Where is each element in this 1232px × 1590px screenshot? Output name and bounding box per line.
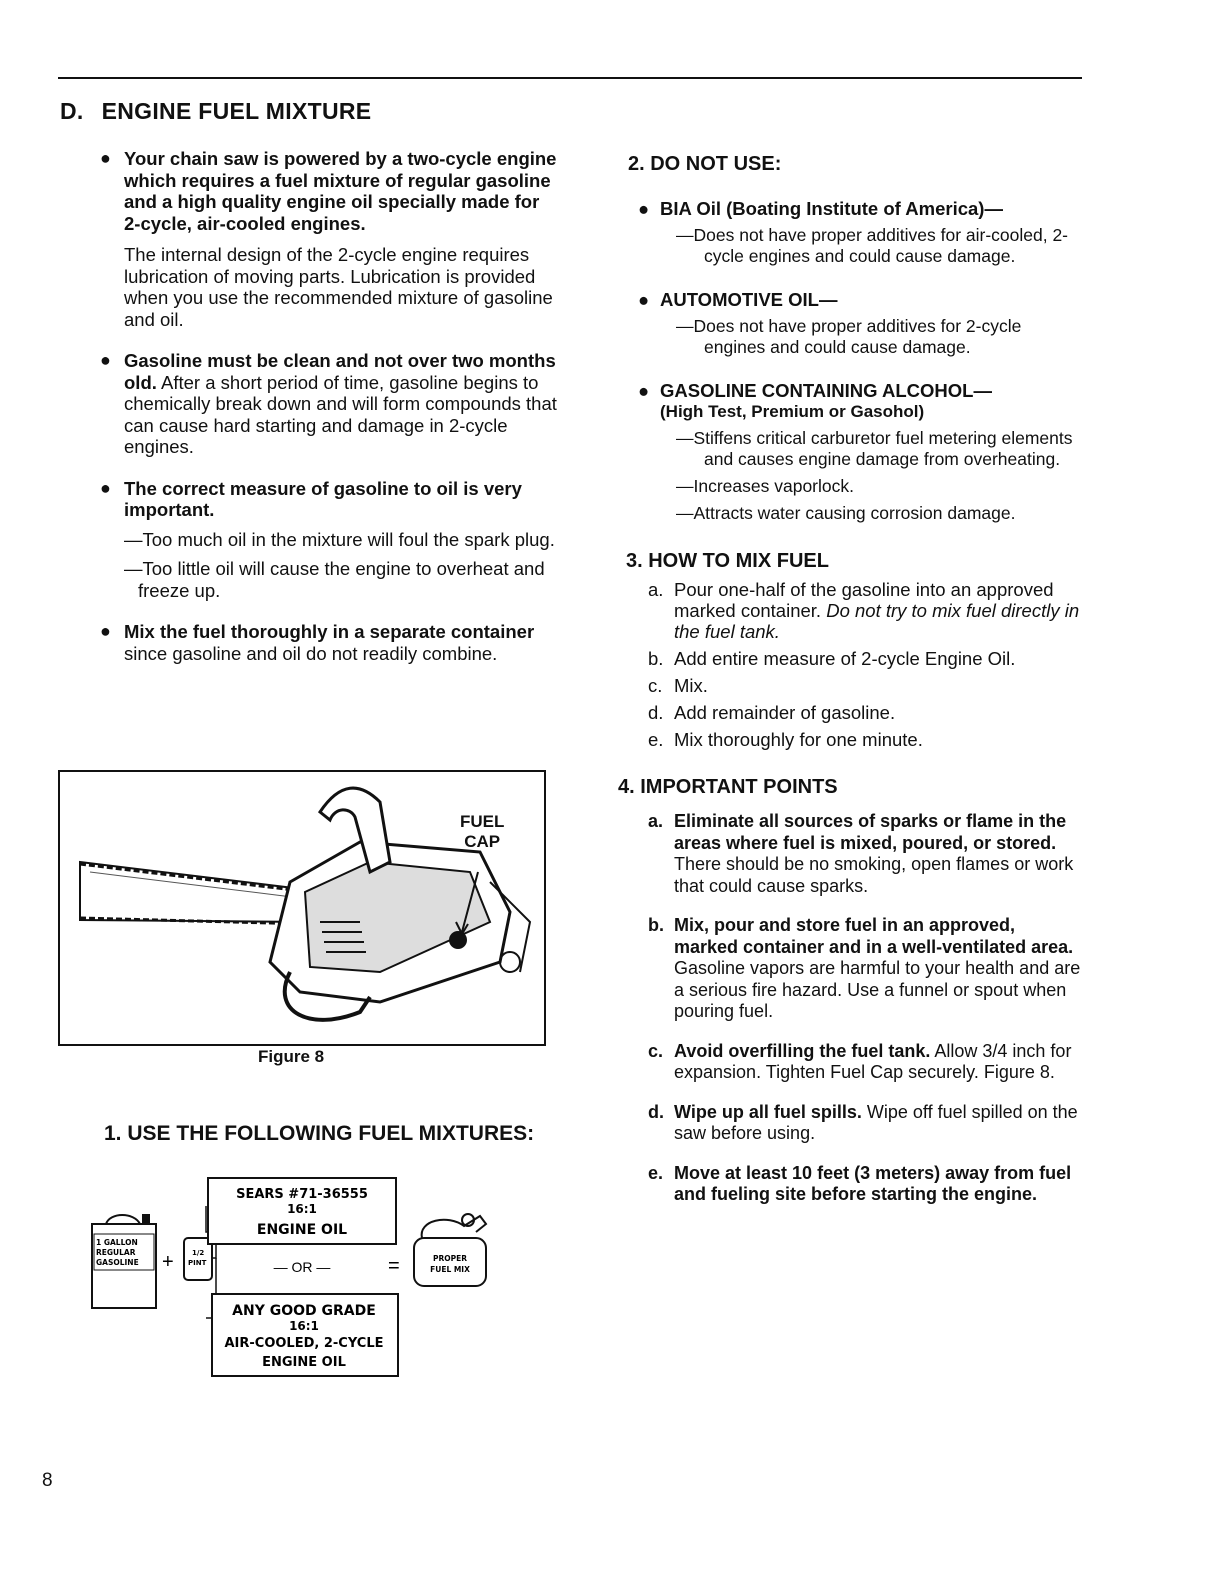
- top-rule: [58, 77, 1082, 79]
- alcohol-desc-3: —Attracts water causing corrosion damage.: [676, 503, 1016, 523]
- mix-step-e-label: e.: [648, 729, 664, 750]
- important-point-b: [618, 915, 1083, 1023]
- important-point-d-bold: Wipe up all fuel spills.: [674, 1101, 862, 1122]
- proper-line-1: PROPER: [432, 1254, 468, 1263]
- can-line-2: REGULAR: [96, 1248, 136, 1257]
- bullet-gasoline-text: After a short period of time, gasoline begins to chemically break down and will form compounds that can cause hard starting and damage in 2-cycle engines.: [124, 371, 557, 457]
- important-point-d-label: d.: [648, 1101, 664, 1122]
- important-point-b-text: Gasoline vapors are harmful to your health and are a serious fire hazard. Use a funnel or spout when pouring fuel.: [674, 958, 1081, 1021]
- important-point-a-text: There should be no smoking, open flames or work that could cause sparks.: [674, 854, 1074, 896]
- important-point-c-label: c.: [648, 1040, 664, 1061]
- mix-step-c-label: c.: [648, 675, 663, 696]
- mix-step-e-text: Mix thoroughly for one minute.: [674, 729, 923, 750]
- important-point-d-text: Wipe off fuel spilled on the saw before using.: [674, 1101, 1078, 1143]
- bullet-measure-dash-1: —Too much oil in the mixture will foul the spark plug.: [124, 528, 555, 550]
- mix-step-a-italic: Do not try to mix fuel directly in the fuel tank.: [674, 600, 1080, 642]
- automotive-oil-title: AUTOMOTIVE OIL—: [660, 289, 838, 310]
- bullet-measure-bold: The correct measure of gasoline to oil is very important.: [124, 477, 522, 520]
- mix-step-d: [618, 702, 1083, 723]
- good-line-1: ANY GOOD GRADE: [232, 1303, 376, 1319]
- fuel-mix-diagram: [88, 1168, 508, 1398]
- proper-line-2: FUEL MIX: [430, 1265, 470, 1274]
- important-points-heading: 4. IMPORTANT POINTS: [618, 776, 838, 798]
- can-line-1: 1 GALLON: [96, 1238, 138, 1247]
- important-point-e-bold: Move at least 10 feet (3 meters) away from fuel and fueling site before starting the engine.: [674, 1162, 1072, 1204]
- page-number: 8: [42, 1470, 53, 1491]
- fuel-mixtures-heading: 1. USE THE FOLLOWING FUEL MIXTURES:: [104, 1122, 535, 1145]
- automotive-oil-desc: —Does not have proper additives for 2-cycle engines and could cause damage.: [676, 316, 1022, 357]
- bia-oil-desc: —Does not have proper additives for air-cooled, 2-cycle engines and could cause damage.: [676, 225, 1069, 266]
- sears-line-1: SEARS #71-36555: [236, 1187, 368, 1202]
- fuel-cap-line-2: CAP: [464, 832, 501, 851]
- mix-step-a-text: Pour one-half of the gasoline into an approved marked container.: [674, 579, 1054, 621]
- sears-line-2: 16:1: [287, 1202, 317, 1216]
- mix-step-b-text: Add entire measure of 2-cycle Engine Oil.: [674, 648, 1016, 669]
- figure-caption: Figure 8: [258, 1047, 325, 1066]
- important-point-c-bold: Avoid overfilling the fuel tank.: [674, 1040, 931, 1061]
- alcohol-title: GASOLINE CONTAINING ALCOHOL—: [660, 380, 992, 401]
- bullet-dot-icon: ●: [100, 477, 111, 498]
- bullet-dot-icon: ●: [100, 350, 111, 370]
- do-not-use-heading: 2. DO NOT USE:: [628, 153, 782, 175]
- good-line-2: 16:1: [289, 1319, 319, 1333]
- bullet-dot-icon: ●: [638, 289, 650, 310]
- important-point-c: [618, 1041, 1083, 1084]
- alcohol-subtitle: (High Test, Premium or Gasohol): [660, 402, 925, 421]
- important-point-c-text: Allow 3/4 inch for expansion. Tighten Fuel Cap securely. Figure 8.: [674, 1040, 1072, 1082]
- bullet-two-cycle-para: The internal design of the 2-cycle engine requires lubrication of moving parts. Lubrication is provided when you use the recommended mixture of gasoline and oil.: [124, 244, 553, 330]
- alcohol-desc-2: —Increases vaporlock.: [676, 476, 854, 496]
- mix-step-c: [618, 675, 1083, 696]
- bullet-dot-icon: ●: [638, 198, 650, 219]
- important-point-b-label: b.: [648, 915, 664, 935]
- plus-sign: +: [162, 1251, 174, 1273]
- half-pint-line-1: 1/2: [192, 1249, 205, 1257]
- or-separator: — OR —: [273, 1259, 331, 1275]
- fuel-cap-label: [460, 812, 504, 852]
- bullet-mix-text: since gasoline and oil do not readily combine.: [124, 642, 498, 664]
- section-title-text: ENGINE FUEL MIXTURE: [101, 98, 372, 124]
- mix-step-e: [618, 729, 1083, 750]
- bullet-dot-icon: ●: [638, 380, 650, 401]
- how-to-mix-heading: 3. HOW TO MIX FUEL: [626, 550, 829, 572]
- equals-sign: =: [388, 1255, 400, 1277]
- mix-step-a: [618, 579, 1083, 642]
- important-point-a: [618, 811, 1083, 897]
- bullet-correct-measure: [88, 478, 558, 602]
- right-column: [618, 153, 1083, 1206]
- bullet-mix-bold: Mix the fuel thoroughly in a separate container: [124, 621, 535, 642]
- bullet-gasoline-bold: Gasoline must be clean and not over two months old.: [124, 350, 556, 393]
- alcohol-item: [618, 380, 1083, 422]
- important-point-a-bold: Eliminate all sources of sparks or flame in the areas where fuel is mixed, poured, or stored.: [674, 811, 1067, 853]
- important-point-e: [618, 1163, 1083, 1206]
- fuel-cap-line-1: FUEL: [460, 812, 505, 831]
- good-line-4: ENGINE OIL: [262, 1355, 346, 1370]
- important-point-e-label: e.: [648, 1162, 664, 1183]
- bullet-mix-thoroughly: [88, 621, 558, 664]
- proper-fuel-mix-can-icon: [414, 1214, 486, 1286]
- mix-step-a-label: a.: [648, 579, 664, 600]
- important-point-d: [618, 1102, 1083, 1145]
- left-column: [88, 148, 558, 684]
- bullet-two-cycle: [88, 148, 558, 330]
- bia-oil-item: [618, 198, 1083, 219]
- sears-line-3: ENGINE OIL: [256, 1222, 348, 1238]
- section-title: [60, 98, 371, 125]
- mix-step-d-text: Add remainder of gasoline.: [674, 702, 896, 723]
- bullet-dot-icon: ●: [100, 148, 111, 168]
- half-pint-line-2: PINT: [188, 1259, 207, 1267]
- bia-oil-title: BIA Oil (Boating Institute of America)—: [660, 198, 1003, 219]
- bullet-dot-icon: ●: [100, 621, 111, 641]
- bullet-gasoline-clean: [88, 350, 558, 458]
- mix-step-b: [618, 648, 1083, 669]
- mix-step-b-label: b.: [648, 648, 664, 669]
- can-line-3: GASOLINE: [96, 1258, 139, 1267]
- important-point-b-bold: Mix, pour and store fuel in an approved, marked container and in a well-ventilated area.: [674, 915, 1074, 957]
- mix-step-d-label: d.: [648, 702, 664, 723]
- automotive-oil-item: [618, 289, 1083, 310]
- section-letter: D.: [60, 98, 84, 124]
- bullet-two-cycle-bold: Your chain saw is powered by a two-cycle engine which requires a fuel mixture of regular gasoline and a high quality engine oil specially made for 2-cycle, air-cooled engines.: [124, 148, 557, 234]
- important-point-a-label: a.: [648, 811, 664, 831]
- bullet-measure-dash-2: —Too little oil will cause the engine to overheat and freeze up.: [124, 558, 545, 601]
- alcohol-desc-1: —Stiffens critical carburetor fuel metering elements and causes engine damage from overheating.: [676, 428, 1073, 469]
- good-line-3: AIR-COOLED, 2-CYCLE: [224, 1336, 384, 1351]
- mix-step-c-text: Mix.: [674, 675, 708, 696]
